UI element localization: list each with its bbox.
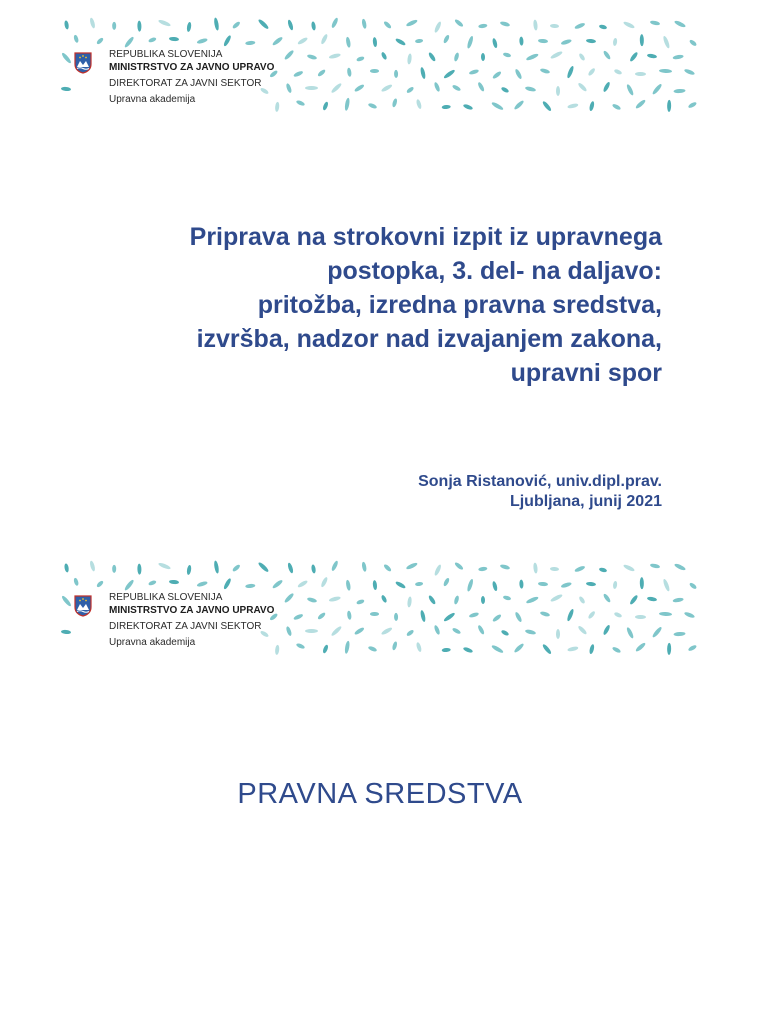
leaf-mark [310,564,315,574]
leaf-mark [345,37,351,48]
leaf-mark [305,86,318,90]
leaf-mark [491,70,501,79]
leaf-mark [500,21,511,28]
leaf-mark [169,579,179,584]
leaf-mark [373,580,378,590]
leaf-mark [307,54,318,61]
leaf-mark [232,564,241,573]
leaf-mark [392,98,398,108]
section-title: PRAVNA SREDSTVA [237,778,523,810]
leaf-mark [213,17,219,30]
leaf-mark [520,37,524,46]
leaf-mark [407,54,412,65]
leaf-mark [148,579,157,586]
leaf-mark [394,70,398,78]
leaf-mark [612,103,622,111]
leaf-mark [500,86,509,94]
leaf-mark [629,595,639,607]
leaf-mark [566,102,578,108]
leaf-mark [330,560,339,572]
leaf-mark [368,103,378,110]
leaf-mark [635,615,646,619]
leaf-mark [123,36,134,48]
leaf-mark [613,612,622,619]
leaf-mark [355,598,364,605]
org-academy: Upravna akademija [109,637,196,648]
org-country: REPUBLIKA SLOVENIJA [109,592,223,603]
leaf-mark [683,611,695,619]
leaf-mark [542,100,553,112]
leaf-mark [293,613,304,621]
leaf-mark [640,34,644,46]
leaf-mark [434,82,442,93]
leaf-mark [602,624,611,636]
leaf-mark [257,18,269,30]
leaf-mark [272,35,284,45]
coat-of-arms-icon [74,595,92,617]
leaf-mark [538,581,548,586]
leaf-mark [406,86,415,94]
leaf-mark [492,580,498,590]
leaf-mark [380,594,387,603]
leaf-mark [650,20,661,26]
leaf-mark [381,83,393,92]
leaf-mark [416,641,423,652]
section-slide [58,563,702,1003]
leaf-mark [329,596,341,603]
leaf-mark [295,642,305,649]
title-line: upravni spor [510,359,662,387]
org-directorate: DIREKTORAT ZA JAVNI SEKTOR [109,78,262,89]
leaf-mark [73,34,79,43]
leaf-mark [407,597,412,608]
leaf-mark [406,19,418,28]
leaf-mark [574,565,586,573]
title-slide [58,20,702,540]
org-academy: Upravna akademija [109,94,196,105]
leaf-mark [355,55,364,62]
org-ministry: MINISTRSTVO ZA JAVNO UPRAVO [109,605,275,616]
leaf-mark [625,627,634,640]
leaf-mark [368,646,378,653]
leaf-mark [566,65,575,78]
leaf-mark [492,37,498,47]
leaf-mark [467,36,475,49]
leaf-mark [526,52,539,61]
leaf-mark [320,576,328,587]
leaf-mark [427,594,436,605]
leaf-mark [454,595,460,605]
leaf-mark [89,17,96,29]
presentation-title [92,220,662,390]
leaf-mark [354,84,365,93]
leaf-mark [370,612,379,616]
org-block [109,591,274,649]
leaf-mark [556,86,560,96]
leaf-mark [550,593,563,602]
leaf-mark [688,644,698,652]
leaf-mark [467,579,475,592]
leaf-mark [577,625,587,635]
leaf-mark [305,629,318,633]
leaf-mark [622,21,635,30]
leaf-mark [96,37,105,45]
leaf-mark [667,100,671,112]
leaf-mark [330,17,339,29]
leaf-mark [197,37,208,44]
leaf-mark [272,578,284,588]
leaf-mark [502,594,511,600]
leaf-mark [245,584,256,589]
leaf-mark [283,592,294,604]
leaf-mark [434,564,443,576]
leaf-mark [443,612,456,623]
leaf-mark [599,24,608,30]
leaf-mark [285,83,292,93]
leaf-mark [625,84,634,97]
leaf-mark [416,98,423,109]
leaf-mark [112,565,116,573]
leaf-mark [477,82,486,93]
leaf-mark [322,644,329,654]
leaf-mark [520,580,524,589]
leaf-mark [442,647,451,652]
leaf-mark [346,67,351,76]
leaf-mark [478,23,488,28]
leaf-mark [60,86,71,91]
leaf-mark [297,37,309,46]
leaf-mark [538,38,548,43]
leaf-mark [533,562,538,573]
leaf-mark [345,580,351,591]
leaf-mark [329,53,341,60]
leaf-mark [612,38,617,47]
leaf-mark [525,629,536,635]
leaf-mark [481,596,485,604]
leaf-mark [561,39,572,46]
leaf-mark [64,563,70,573]
leaf-mark [283,49,294,61]
leaf-mark [635,99,646,110]
leaf-mark [394,613,398,621]
leaf-mark [650,563,661,569]
leaf-mark [213,560,219,573]
leaf-mark [533,19,538,30]
leaf-mark [550,24,560,29]
leaf-mark [635,642,646,653]
leaf-mark [197,580,208,587]
leaf-mark [419,610,426,623]
leaf-mark [257,561,269,573]
leaf-mark [602,50,611,60]
slide-header [58,20,702,120]
leaf-mark [566,645,578,651]
leaf-mark [442,34,450,44]
title-line: pritožba, izredna pravna sredstva, [257,291,662,319]
leaf-mark [491,613,501,622]
leaf-mark [232,21,241,30]
leaf-mark [500,564,511,571]
leaf-mark [373,37,378,47]
leaf-mark [578,53,586,62]
leaf-mark [287,19,294,31]
leaf-mark [463,646,474,653]
leaf-mark [331,82,343,94]
leaf-mark [137,20,141,31]
leaf-mark [452,627,462,635]
leaf-mark [395,37,407,46]
leaf-mark [612,581,617,590]
leaf-mark [561,582,572,589]
leaf-mark [344,98,350,111]
leaf-mark [442,577,450,587]
leaf-mark [427,51,436,62]
leaf-mark [688,101,698,109]
leaf-mark [275,644,280,655]
leaf-mark [454,18,464,27]
author-name: Sonja Ristanović, univ.dipl.prav. [418,473,662,490]
leaf-mark [647,53,657,59]
leaf-mark [406,562,418,571]
leaf-mark [415,39,424,44]
leaf-mark [602,593,611,603]
leaf-mark [361,562,367,573]
leaf-mark [186,565,192,576]
leaf-mark [61,595,72,607]
leaf-mark [588,644,594,654]
leaf-mark [629,52,639,64]
leaf-mark [468,611,479,618]
leaf-mark [454,561,464,570]
leaf-mark [647,596,657,602]
leaf-mark [245,41,256,46]
leaf-mark [158,561,171,570]
leaf-mark [331,625,343,637]
leaf-mark [599,567,608,573]
leaf-mark [468,68,479,75]
title-line: izvršba, nadzor nad izvajanjem zakona, [196,325,662,353]
leaf-mark [635,72,646,76]
leaf-mark [361,19,367,30]
leaf-mark [674,88,686,93]
leaf-mark [307,597,318,604]
leaf-mark [285,626,292,636]
leaf-mark [64,20,70,30]
leaf-mark [673,19,686,28]
leaf-mark [434,21,443,33]
leaf-mark [293,70,304,78]
leaf-mark [683,68,695,76]
leaf-mark [689,38,698,46]
leaf-mark [514,612,523,624]
leaf-mark [602,81,611,93]
leaf-mark [525,86,536,92]
org-ministry: MINISTRSTVO ZA JAVNO UPRAVO [109,62,275,73]
leaf-mark [287,562,294,574]
leaf-mark [73,577,79,586]
leaf-mark [442,104,451,109]
leaf-mark [419,67,426,80]
leaf-mark [344,641,350,654]
coat-of-arms-icon [74,52,92,74]
leaf-mark [550,567,560,572]
leaf-mark [588,101,594,111]
slide-header [58,563,702,663]
leaf-mark [667,643,671,655]
leaf-mark [613,69,622,76]
leaf-mark [223,34,233,47]
leaf-mark [663,35,671,48]
leaf-mark [514,69,523,81]
leaf-mark [310,21,315,31]
leaf-mark [320,33,328,44]
leaf-mark [322,101,329,111]
leaf-mark [477,625,486,636]
leaf-mark [148,36,157,43]
leaf-mark [443,69,456,80]
leaf-mark [370,69,379,73]
leaf-mark [382,20,392,29]
leaf-mark [297,580,309,589]
leaf-mark [612,646,622,654]
leaf-mark [577,82,587,92]
leaf-mark [295,99,305,106]
leaf-mark [513,99,525,110]
leaf-mark [406,629,415,637]
leaf-mark [542,643,553,655]
place-date: Ljubljana, junij 2021 [509,493,662,510]
leaf-mark [500,629,509,637]
leaf-mark [674,631,686,636]
leaf-mark [61,52,72,64]
leaf-mark [659,612,672,617]
leaf-mark [556,629,560,639]
leaf-mark [640,577,644,589]
author-block [418,472,662,512]
leaf-mark [463,103,474,110]
org-country: REPUBLIKA SLOVENIJA [109,49,223,60]
leaf-mark [380,51,387,60]
leaf-mark [89,560,96,572]
leaf-mark [60,629,71,634]
leaf-mark [491,101,504,111]
leaf-mark [550,50,563,59]
leaf-mark [586,581,596,586]
leaf-mark [578,596,586,605]
leaf-mark [491,644,504,654]
leaf-mark [395,580,407,589]
leaf-mark [354,627,365,636]
leaf-mark [186,22,192,33]
leaf-mark [382,563,392,572]
leaf-mark [587,610,596,620]
leaf-mark [137,563,141,574]
leaf-mark [502,51,511,57]
leaf-mark [346,610,351,619]
leaf-mark [513,642,525,653]
leaf-mark [223,577,233,590]
title-line: Priprava na strokovni izpit iz upravnega [189,223,662,251]
leaf-mark [652,83,663,95]
leaf-mark [586,38,596,43]
title-line: postopka, 3. del- na daljavo: [327,257,662,285]
leaf-mark [478,566,488,571]
leaf-mark [452,84,462,92]
leaf-mark [481,53,485,61]
leaf-mark [673,562,686,571]
leaf-mark [540,611,551,618]
leaf-mark [158,18,171,27]
leaf-mark [316,69,326,78]
leaf-mark [454,52,460,62]
leaf-mark [434,625,442,636]
leaf-mark [673,597,684,603]
leaf-mark [123,579,134,591]
org-block [109,48,274,106]
leaf-mark [96,580,105,588]
leaf-mark [526,595,539,604]
leaf-mark [689,581,698,589]
leaf-mark [275,101,280,112]
leaf-mark [392,641,398,651]
leaf-mark [169,36,179,41]
leaf-mark [663,578,671,591]
leaf-mark [540,68,551,75]
leaf-mark [381,626,393,635]
leaf-mark [112,22,116,30]
org-directorate: DIREKTORAT ZA JAVNI SEKTOR [109,621,262,632]
leaf-mark [415,582,424,587]
leaf-mark [587,67,596,77]
leaf-mark [659,69,672,74]
leaf-mark [673,54,684,60]
leaf-mark [622,564,635,573]
leaf-mark [652,626,663,638]
leaf-mark [316,612,326,621]
leaf-mark [566,608,575,621]
leaf-mark [574,22,586,30]
